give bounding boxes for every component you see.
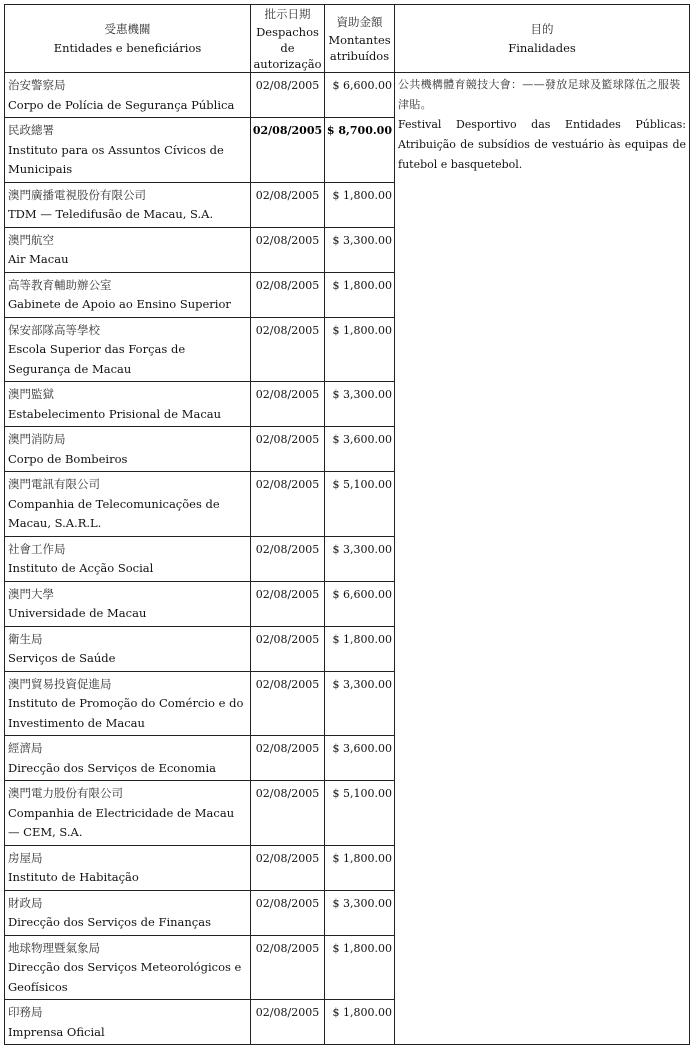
entity-name-pt: Instituto de Acção Social bbox=[8, 561, 154, 575]
date-cell: 02/08/2005 bbox=[251, 736, 325, 781]
purpose-zh: 公共機構體育競技大會：——發放足球及籃球隊伍之服裝津貼。 bbox=[398, 78, 681, 111]
header-entity bbox=[5, 5, 251, 73]
date-cell: 02/08/2005 bbox=[251, 272, 325, 317]
entity-name-zh: 澳門廣播電視股份有限公司 bbox=[8, 187, 146, 202]
amount-cell: $ 1,800.00 bbox=[325, 845, 395, 890]
entity-name-pt: Instituto para os Assuntos Cívicos de Municipais bbox=[8, 142, 224, 176]
date-cell: 02/08/2005 bbox=[251, 73, 325, 118]
amount-cell: $ 3,600.00 bbox=[325, 736, 395, 781]
entity-name-zh: 保安部隊高等學校 bbox=[8, 322, 100, 337]
entity-name-zh: 衛生局 bbox=[8, 631, 43, 646]
entity-name-zh: 澳門消防局 bbox=[8, 432, 66, 446]
amount-cell: $ 1,800.00 bbox=[325, 317, 395, 382]
amount-cell: $ 1,800.00 bbox=[325, 626, 395, 671]
entity-name-pt: Air Macau bbox=[8, 252, 69, 266]
amount-cell: $ 6,600.00 bbox=[325, 73, 395, 118]
entity-cell bbox=[5, 73, 251, 118]
amount-cell: $ 3,300.00 bbox=[325, 671, 395, 736]
entity-cell bbox=[5, 845, 251, 890]
entity-name-zh: 澳門電訊有限公司 bbox=[8, 477, 100, 491]
entity-name-zh: 經濟局 bbox=[8, 741, 43, 755]
entity-name-pt: Direcção dos Serviços de Finanças bbox=[8, 915, 211, 929]
amount-cell: $ 1,800.00 bbox=[325, 935, 395, 1000]
header-amount-pt: Montantes atribuídos bbox=[328, 33, 391, 63]
entity-name-pt: Instituto de Habitação bbox=[8, 870, 139, 884]
entity-name-zh: 治安警察局 bbox=[8, 78, 66, 92]
entity-name-pt: Serviços de Saúde bbox=[8, 651, 116, 665]
header-date bbox=[251, 5, 325, 73]
entity-cell bbox=[5, 671, 251, 736]
entity-name-pt: Corpo de Bombeiros bbox=[8, 451, 128, 466]
entity-name-zh: 澳門大學 bbox=[8, 586, 54, 601]
date-cell: 02/08/2005 bbox=[251, 1000, 325, 1045]
entity-cell bbox=[5, 536, 251, 581]
amount-cell: $ 5,100.00 bbox=[325, 472, 395, 537]
date-cell: 02/08/2005 bbox=[251, 427, 325, 472]
entity-name-zh: 房屋局 bbox=[8, 850, 43, 865]
entity-cell bbox=[5, 382, 251, 427]
entity-name-zh: 高等教育輔助辦公室 bbox=[8, 277, 112, 292]
date-cell: 02/08/2005 bbox=[251, 536, 325, 581]
table-row bbox=[5, 73, 690, 118]
amount-cell: $ 3,300.00 bbox=[325, 227, 395, 272]
entity-name-pt: Direcção dos Serviços de Economia bbox=[8, 760, 216, 775]
entity-cell bbox=[5, 581, 251, 626]
date-cell: 02/08/2005 bbox=[251, 671, 325, 736]
header-entity-zh: 受惠機關 bbox=[104, 21, 151, 36]
entity-cell bbox=[5, 935, 251, 1000]
date-cell: 02/08/2005 bbox=[251, 890, 325, 935]
purpose-pt: Festival Desportivo das Entidades Públicas: Atribuição de subsídios de vestuário às equipas de futebol e basquetebol. bbox=[398, 118, 686, 171]
entity-name-zh: 財政局 bbox=[8, 895, 43, 910]
amount-cell: $ 6,600.00 bbox=[325, 581, 395, 626]
entity-name-zh: 印務局 bbox=[8, 1005, 43, 1019]
entity-cell bbox=[5, 118, 251, 183]
entity-cell bbox=[5, 472, 251, 537]
amount-cell: $ 8,700.00 bbox=[325, 118, 395, 183]
date-cell: 02/08/2005 bbox=[251, 781, 325, 846]
entity-name-zh: 澳門電力股份有限公司 bbox=[8, 786, 123, 800]
entity-name-zh: 民政總署 bbox=[8, 123, 54, 137]
amount-cell: $ 1,800.00 bbox=[325, 272, 395, 317]
subsidy-table bbox=[4, 4, 690, 1045]
entity-name-pt: Gabinete de Apoio ao Ensino Superior bbox=[8, 297, 231, 311]
entity-name-zh: 澳門貿易投資促進局 bbox=[8, 676, 112, 691]
entity-name-pt: Direcção dos Serviços Meteorológicos e Geofísicos bbox=[8, 960, 242, 994]
entity-cell bbox=[5, 182, 251, 227]
header-row bbox=[5, 5, 690, 73]
entity-name-zh: 社會工作局 bbox=[8, 541, 66, 556]
header-date-zh: 批示日期 bbox=[264, 7, 311, 21]
entity-cell bbox=[5, 227, 251, 272]
entity-name-zh: 澳門監獄 bbox=[8, 387, 54, 401]
date-cell: 02/08/2005 bbox=[251, 118, 325, 183]
entity-name-pt: Imprensa Oficial bbox=[8, 1024, 105, 1039]
entity-name-zh: 地球物理暨氣象局 bbox=[8, 940, 100, 955]
entity-cell bbox=[5, 317, 251, 382]
entity-name-pt: Corpo de Polícia de Segurança Pública bbox=[8, 97, 235, 112]
entity-cell bbox=[5, 781, 251, 846]
header-amount-zh: 資助金額 bbox=[336, 15, 383, 29]
date-cell: 02/08/2005 bbox=[251, 227, 325, 272]
entity-name-pt: Universidade de Macau bbox=[8, 606, 147, 620]
amount-cell: $ 5,100.00 bbox=[325, 781, 395, 846]
purpose-cell bbox=[395, 73, 690, 1045]
entity-cell bbox=[5, 272, 251, 317]
date-cell: 02/08/2005 bbox=[251, 626, 325, 671]
entity-name-pt: Instituto de Promoção do Comércio e do Investimento de Macau bbox=[8, 696, 244, 730]
entity-cell bbox=[5, 736, 251, 781]
amount-cell: $ 3,300.00 bbox=[325, 890, 395, 935]
date-cell: 02/08/2005 bbox=[251, 845, 325, 890]
amount-cell: $ 3,600.00 bbox=[325, 427, 395, 472]
header-date-pt: Despachos de autorização bbox=[253, 25, 322, 71]
entity-name-pt: TDM — Teledifusão de Macau, S.A. bbox=[8, 207, 214, 221]
entity-name-pt: Estabelecimento Prisional de Macau bbox=[8, 406, 222, 421]
header-amount bbox=[325, 5, 395, 73]
entity-name-pt: Companhia de Electricidade de Macau — CEM, S.A. bbox=[8, 805, 235, 839]
entity-cell bbox=[5, 890, 251, 935]
date-cell: 02/08/2005 bbox=[251, 935, 325, 1000]
amount-cell: $ 1,800.00 bbox=[325, 182, 395, 227]
header-purpose bbox=[395, 5, 690, 73]
entity-cell bbox=[5, 1000, 251, 1045]
date-cell: 02/08/2005 bbox=[251, 581, 325, 626]
date-cell: 02/08/2005 bbox=[251, 472, 325, 537]
header-entity-pt: Entidades e beneficiários bbox=[53, 40, 202, 55]
header-purpose-zh: 目的 bbox=[530, 21, 554, 36]
entity-name-zh: 澳門航空 bbox=[8, 232, 54, 247]
date-cell: 02/08/2005 bbox=[251, 382, 325, 427]
amount-cell: $ 1,800.00 bbox=[325, 1000, 395, 1045]
entity-cell bbox=[5, 626, 251, 671]
entity-name-pt: Companhia de Telecomunicações de Macau, S.A.R.L. bbox=[8, 496, 220, 530]
date-cell: 02/08/2005 bbox=[251, 182, 325, 227]
entity-name-pt: Escola Superior das Forças de Segurança de Macau bbox=[8, 342, 186, 376]
entity-cell bbox=[5, 427, 251, 472]
amount-cell: $ 3,300.00 bbox=[325, 536, 395, 581]
amount-cell: $ 3,300.00 bbox=[325, 382, 395, 427]
header-purpose-pt: Finalidades bbox=[508, 40, 576, 55]
date-cell: 02/08/2005 bbox=[251, 317, 325, 382]
